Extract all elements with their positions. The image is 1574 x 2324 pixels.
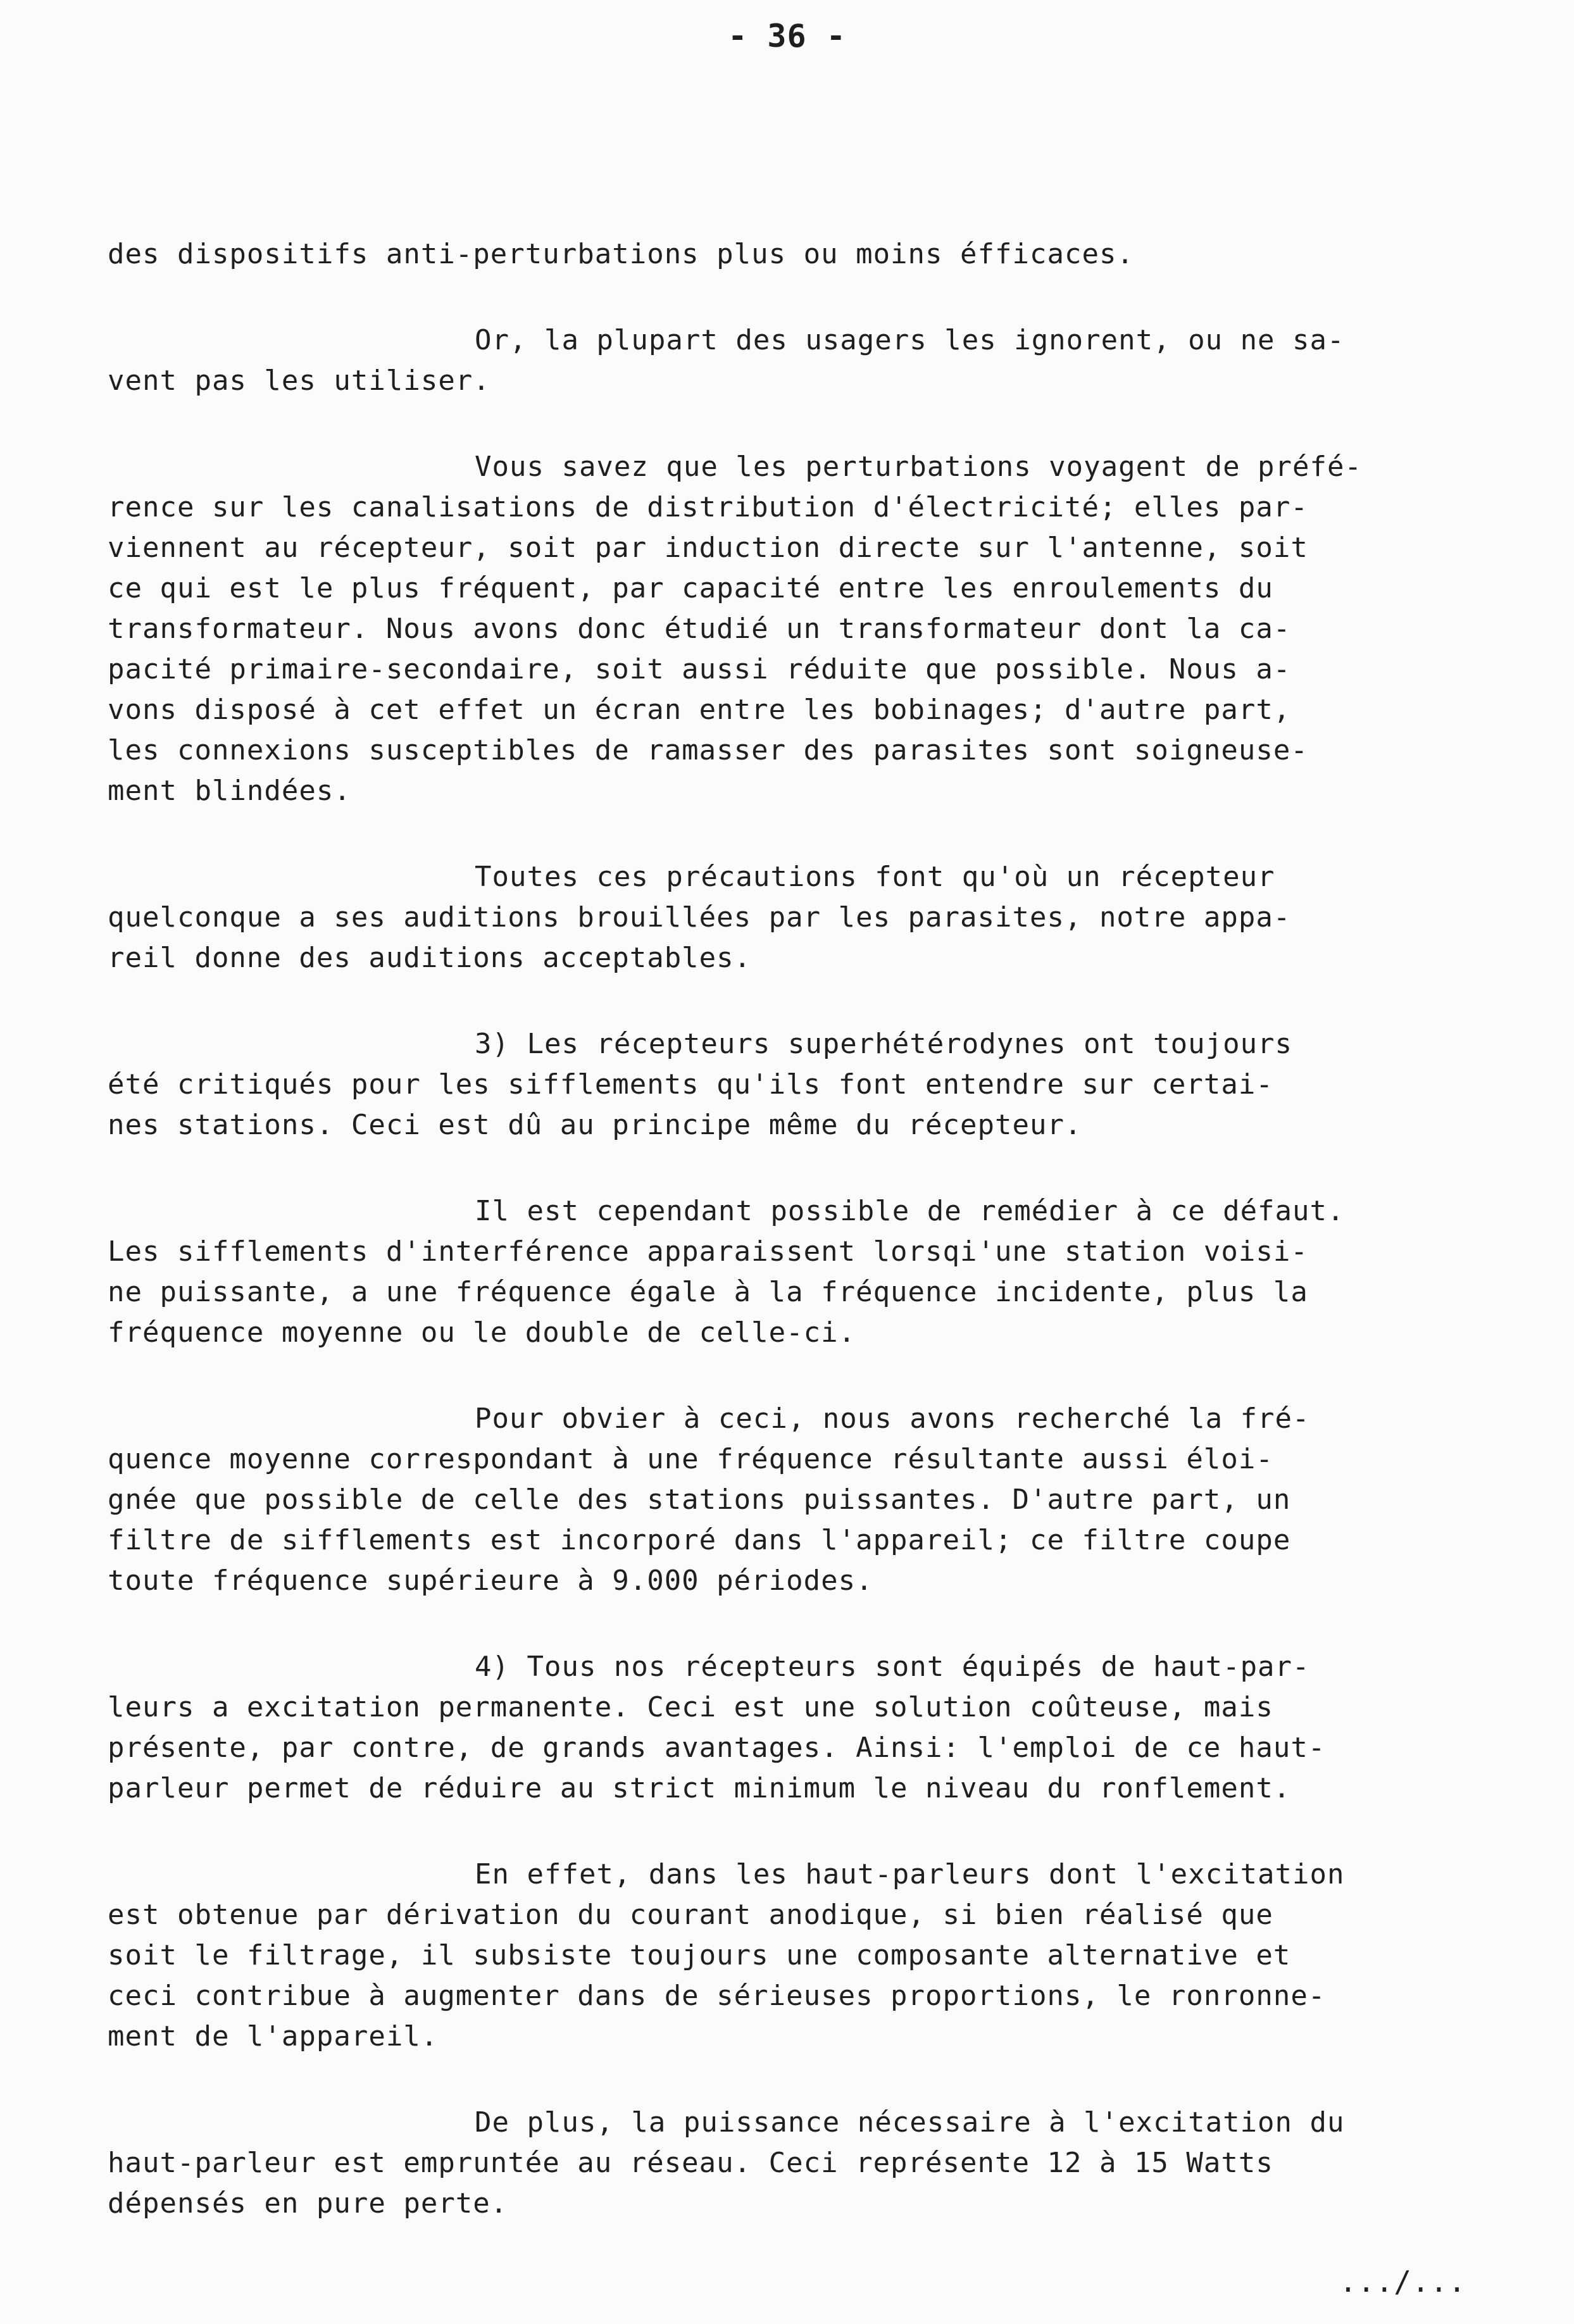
text-line: En effet, dans les haut-parleurs dont l'excitation	[475, 1858, 1345, 1890]
text-line: De plus, la puissance nécessaire à l'excitation du	[475, 2106, 1345, 2139]
text-line: ment de l'appareil.	[108, 2020, 439, 2052]
paragraph	[108, 2102, 1487, 2224]
text-line: filtre de sifflements est incorporé dans l'appareil; ce filtre coupe	[108, 1524, 1291, 1556]
text-line: ce qui est le plus fréquent, par capacité entre les enroulements du	[108, 572, 1273, 604]
text-line: Il est cependant possible de remédier à ce défaut.	[475, 1195, 1345, 1227]
paragraph	[108, 234, 1487, 275]
text-line: nes stations. Ceci est dû au principe même du récepteur.	[108, 1109, 1082, 1141]
text-line: gnée que possible de celle des stations puissantes. D'autre part, un	[108, 1484, 1291, 1516]
text-line: des dispositifs anti-perturbations plus ou moins éfficaces.	[108, 238, 1134, 270]
text-line: parleur permet de réduire au strict minimum le niveau du ronflement.	[108, 1772, 1291, 1804]
text-line: 4) Tous nos récepteurs sont équipés de haut-par-	[475, 1651, 1310, 1683]
paragraph	[108, 1191, 1487, 1353]
paragraph	[108, 1647, 1487, 1809]
text-line: toute fréquence supérieure à 9.000 périodes.	[108, 1565, 873, 1597]
text-line: ceci contribue à augmenter dans de sérieuses proportions, le ronronne-	[108, 1980, 1326, 2012]
text-line: transformateur. Nous avons donc étudié un transformateur dont la ca-	[108, 613, 1291, 645]
text-line: pacité primaire-secondaire, soit aussi réduite que possible. Nous a-	[108, 653, 1291, 685]
text-line: Or, la plupart des usagers les ignorent, ou ne sa-	[475, 324, 1345, 356]
text-line: vent pas les utiliser.	[108, 365, 490, 397]
text-line: Les sifflements d'interférence apparaissent lorsqi'une station voisi-	[108, 1235, 1308, 1268]
paragraph	[108, 447, 1487, 811]
body-text	[108, 234, 1487, 2270]
page-number: - 36 -	[728, 18, 846, 54]
text-line: Toutes ces précautions font qu'où un récepteur	[475, 861, 1275, 893]
text-line: Vous savez que les perturbations voyagent de préfé-	[475, 451, 1363, 483]
paragraph	[108, 1854, 1487, 2057]
paragraph	[108, 1399, 1487, 1601]
text-line: 3) Les récepteurs superhétérodynes ont toujours	[475, 1028, 1293, 1060]
paragraph	[108, 320, 1487, 401]
text-line: est obtenue par dérivation du courant anodique, si bien réalisé que	[108, 1899, 1273, 1931]
text-line: présente, par contre, de grands avantages. Ainsi: l'emploi de ce haut-	[108, 1732, 1326, 1764]
text-line: été critiqués pour les sifflements qu'ils font entendre sur certai-	[108, 1068, 1273, 1101]
text-line: quence moyenne correspondant à une fréquence résultante aussi éloi-	[108, 1443, 1273, 1475]
text-line: ne puissante, a une fréquence égale à la fréquence incidente, plus la	[108, 1276, 1308, 1308]
text-line: Pour obvier à ceci, nous avons recherché la fré-	[475, 1403, 1310, 1435]
paragraph	[108, 1024, 1487, 1146]
text-line: dépensés en pure perte.	[108, 2187, 508, 2220]
text-line: reil donne des auditions acceptables.	[108, 942, 752, 974]
text-line: leurs a excitation permanente. Ceci est une solution coûteuse, mais	[108, 1691, 1273, 1723]
text-line: quelconque a ses auditions brouillées par les parasites, notre appa-	[108, 901, 1291, 934]
text-line: vons disposé à cet effet un écran entre les bobinages; d'autre part,	[108, 694, 1291, 726]
text-line: les connexions susceptibles de ramasser des parasites sont soigneuse-	[108, 734, 1308, 766]
continuation-mark: .../...	[1339, 2265, 1466, 2299]
text-line: haut-parleur est empruntée au réseau. Ceci représente 12 à 15 Watts	[108, 2147, 1273, 2179]
text-line: soit le filtrage, il subsiste toujours une composante alternative et	[108, 1939, 1291, 1971]
text-line: fréquence moyenne ou le double de celle-ci.	[108, 1316, 856, 1349]
paragraph	[108, 857, 1487, 978]
text-line: rence sur les canalisations de distribution d'électricité; elles par-	[108, 491, 1308, 523]
text-line: ment blindées.	[108, 775, 351, 807]
text-line: viennent au récepteur, soit par induction directe sur l'antenne, soit	[108, 532, 1308, 564]
